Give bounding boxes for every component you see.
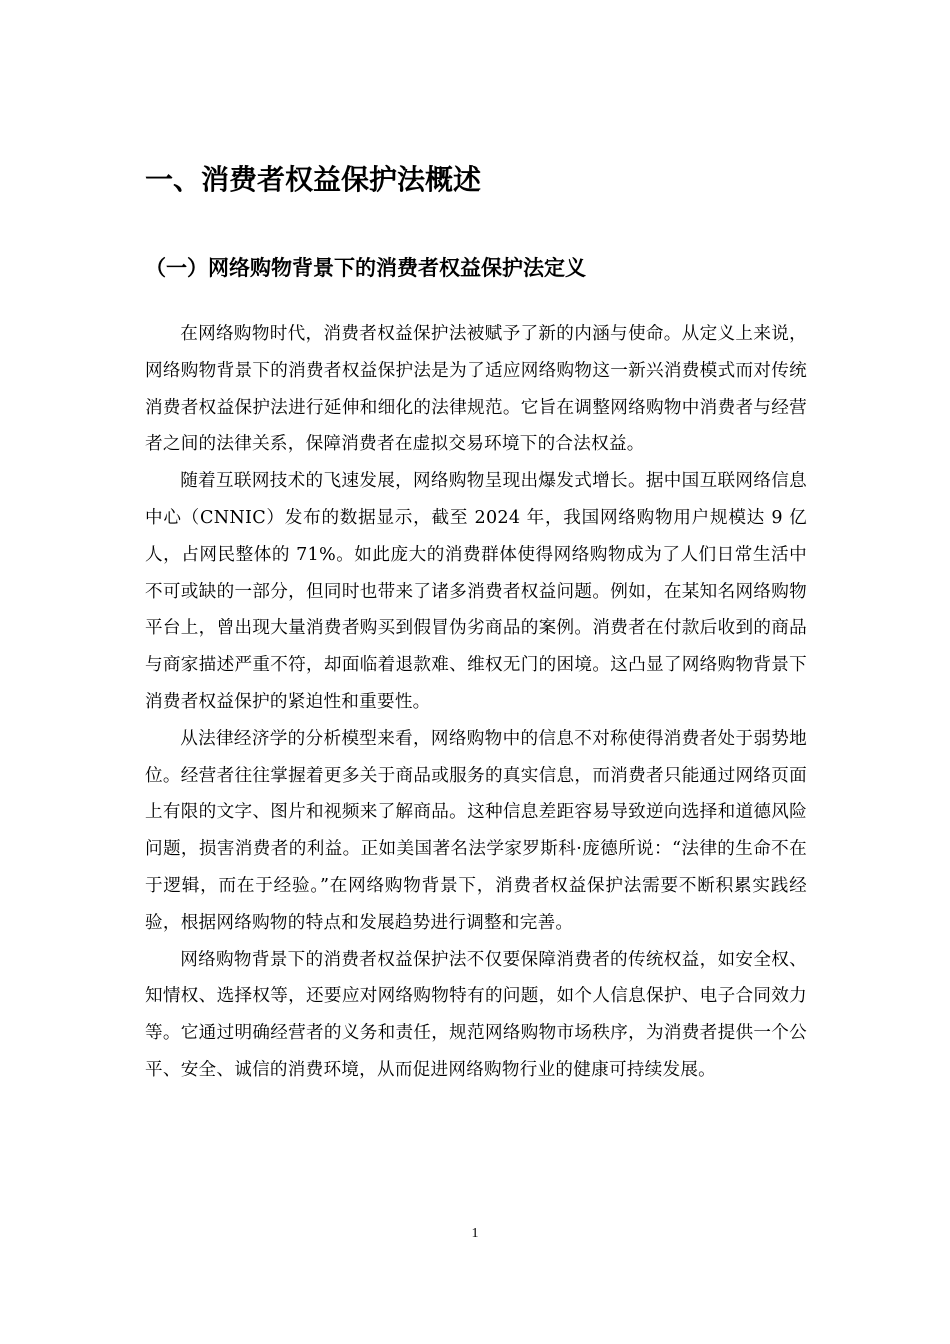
paragraph: 网络购物背景下的消费者权益保护法不仅要保障消费者的传统权益，如安全权、知情权、选择权等，还要应对网络购物特有的问题，如个人信息保护、电子合同效力等。它通过明确经营者的义务和责任，规范网络购物市场秩序，为消费者提供一个公平、安全、诚信的消费环境，从而促进网络购物行业的健康可持续发展。 [145, 949, 807, 1080]
paragraph: 从法律经济学的分析模型来看，网络购物中的信息不对称使得消费者处于弱势地位。经营者往往掌握着更多关于商品或服务的真实信息，而消费者只能通过网络页面上有限的文字、图片和视频来了解商品。这种信息差距容易导致逆向选择和道德风险问题，损害消费者的利益。正如美国著名法学家罗斯科·庞德所说：“法律的生命不在于逻辑，而在于经验。”在网络购物背景下，消费者权益保护法需要不断积累实践经验，根据网络购物的特点和发展趋势进行调整和完善。 [145, 728, 807, 933]
paragraph: 随着互联网技术的飞速发展，网络购物呈现出爆发式增长。据中国互联网络信息中心（CNNIC）发布的数据显示，截至 2024 年，我国网络购物用户规模达 9 亿人，占网民整体的 71%。如此庞大的消费群体使得网络购物成为了人们日常生活中不可或缺的一部分，但同时也带来了诸多消费者权益问题。例如，在某知名网络购物平台上，曾出现大量消费者购买到假冒伪劣商品的案例。消费者在付款后收到的商品与商家描述严重不符，却面临着退款难、维权无门的困境。这凸显了网络购物背景下消费者权益保护的紧迫性和重要性。 [145, 471, 807, 712]
paragraph: 在网络购物时代，消费者权益保护法被赋予了新的内涵与使命。从定义上来说，网络购物背景下的消费者权益保护法是为了适应网络购物这一新兴消费模式而对传统消费者权益保护法进行延伸和细化的法律规范。它旨在调整网络购物中消费者与经营者之间的法律关系，保障消费者在虚拟交易环境下的合法权益。 [145, 324, 807, 455]
section-heading: 一、消费者权益保护法概述 [145, 163, 482, 196]
subsection-heading: （一）网络购物背景下的消费者权益保护法定义 [145, 256, 586, 280]
page-number: 1 [471, 1226, 479, 1241]
body-text [145, 316, 807, 1089]
